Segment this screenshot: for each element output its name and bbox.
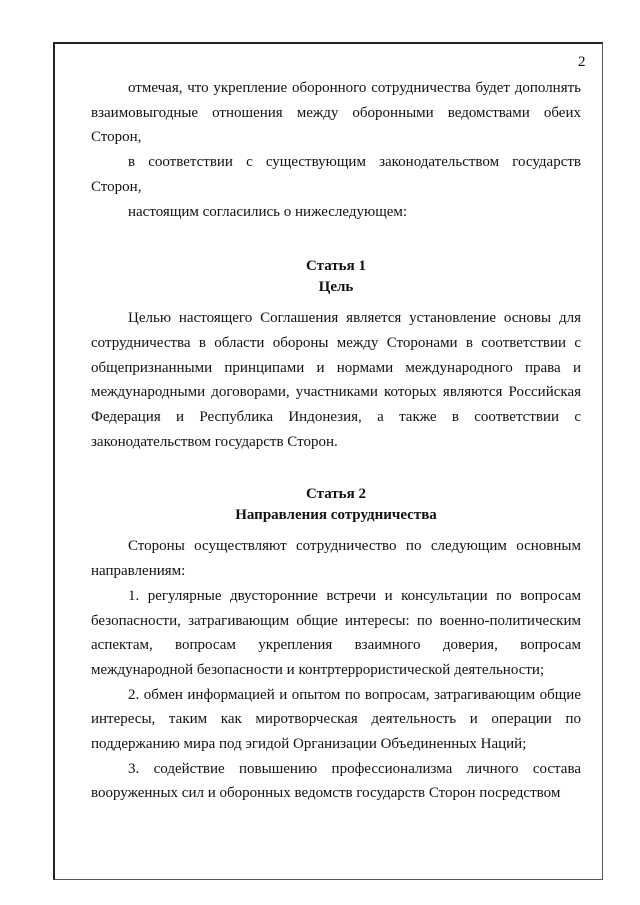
article-2-intro: Стороны осуществляют сотрудничество по следующим основным направлениям: (91, 538, 581, 580)
article-2-heading (91, 484, 581, 526)
article-1-title: Цель (318, 279, 354, 296)
article-2-number: Статья 2 (306, 486, 366, 503)
article-1-number: Статья 1 (306, 258, 366, 275)
article-1-heading (91, 256, 581, 298)
article-2-item-3: 3. содействие повышению профессионализма личного состава вооруженных сил и оборонных ведомств государств Сторон посредством (91, 760, 581, 802)
article-1-text: Целью настоящего Соглашения является установление основы для сотрудничества в области обороны между Сторонами в соответствии с общепризнанными принципами и нормами международного права и международными договорами, участниками которых являются Российская Федерация и Республика Индонезия, а также в соответствии с законодательством государств Сторон. (91, 310, 581, 450)
page-number: 2 (578, 54, 586, 70)
intro-paragraph-3: настоящим согласились о нижеследующем: (128, 203, 408, 220)
document-body (91, 76, 581, 806)
intro-paragraph-1: отмечая, что укрепление оборонного сотрудничества будет дополнять взаимовыгодные отношения между оборонными ведомствами обеих Сторон, (91, 80, 581, 146)
article-2-item-1: 1. регулярные двусторонние встречи и консультации по вопросам безопасности, затрагивающим общие интересы: по военно-политическим аспектам, вопросам укрепления взаимного доверия, вопросам международной безопасности и контртеррористической деятельности; (91, 587, 581, 678)
intro-paragraph-2: в соответствии с существующим законодательством государств Сторон, (91, 154, 581, 195)
article-2-title: Направления сотрудничества (235, 507, 437, 524)
article-2-item-2: 2. обмен информацией и опытом по вопросам, затрагивающим общие интересы, таким как миротворческая деятельность и операции по поддержанию мира под эгидой Организации Объединенных Наций; (91, 686, 581, 753)
